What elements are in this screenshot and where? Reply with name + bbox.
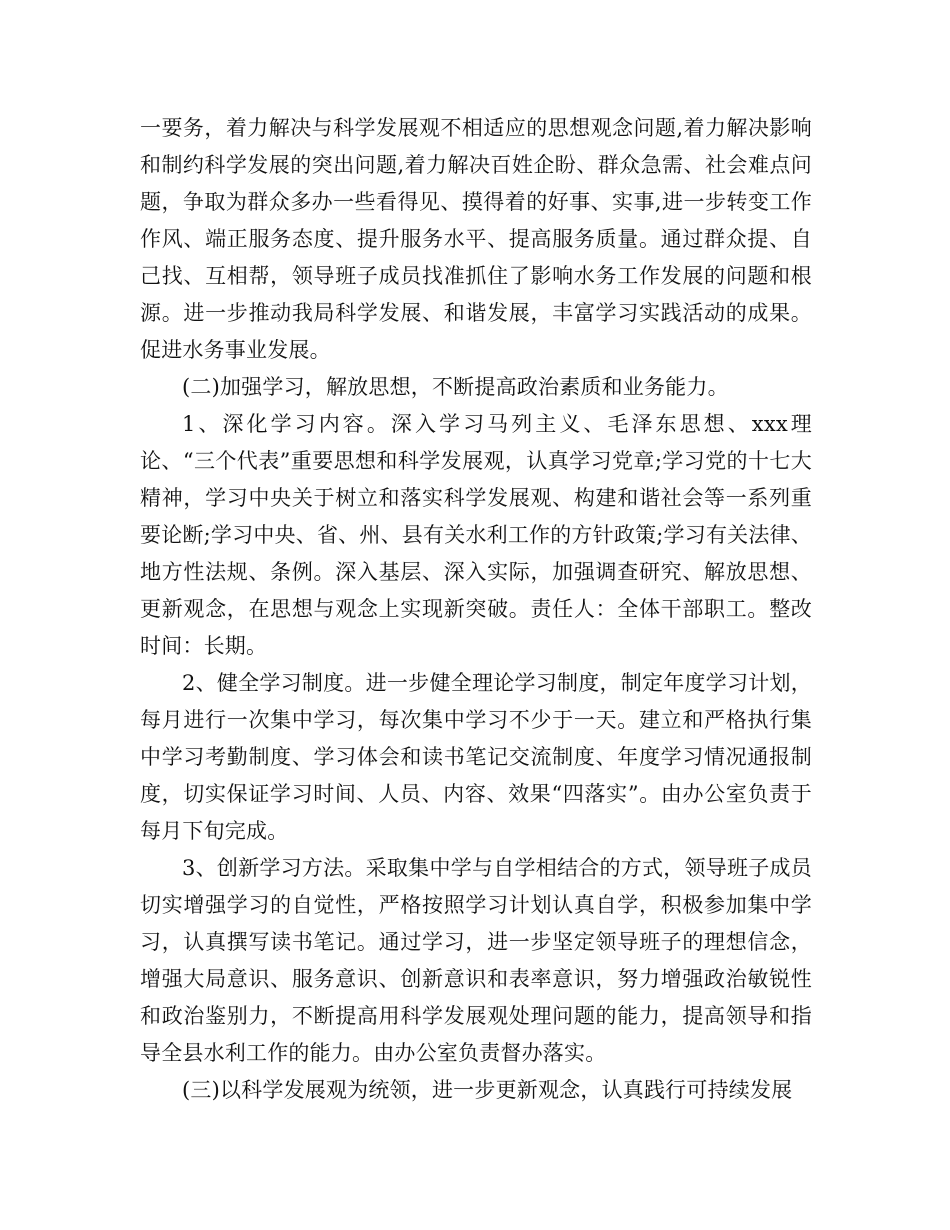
paragraph-item-3: 3、创新学习方法。采取集中学与自学相结合的方式，领导班子成员切实增强学习的自觉性，严格按照学习计划认真自学，积极参加集中学习，认真撰写读书笔记。通过学习，进一步坚定领导班子的理想信念，增强大局意识、服务意识、创新意识和表率意识，努力增强政治敏锐性和政治鉴别力，不断提高用科学发展观处理问题的能力，提高领导和指导全县水利工作的能力。由办公室负责督办落实。	[140, 856, 812, 1065]
section-heading-3: (三)以科学发展观为统领，进一步更新观念，认真践行可持续发展	[182, 1078, 793, 1102]
section-heading-2: (二)加强学习，解放思想，不断提高政治素质和业务能力。	[182, 375, 729, 399]
paragraph-item-1: 1、深化学习内容。深入学习马列主义、毛泽东思想、xxx理论、“三个代表”重要思想和科学发展观，认真学习党章;学习党的十七大精神，学习中央关于树立和落实科学发展观、构建和谐社会等一系列重要论断;学习中央、省、州、县有关水利工作的方针政策;学习有关法律、地方性法规、条例。深入基层、深入实际，加强调查研究、解放思想、更新观念，在思想与观念上实现新突破。责任人：全体干部职工。整改时间：长期。	[140, 412, 812, 658]
document-body	[140, 110, 812, 1109]
paragraph-item-2: 2、健全学习制度。进一步健全理论学习制度，制定年度学习计划，每月进行一次集中学习，每次集中学习不少于一天。建立和严格执行集中学习考勤制度、学习体会和读书笔记交流制度、年度学习情况通报制度，切实保证学习时间、人员、内容、效果“四落实”。由办公室负责于每月下旬完成。	[140, 671, 812, 843]
paragraph-continuation: 一要务，着力解决与科学发展观不相适应的思想观念问题,着力解决影响和制约科学发展的突出问题,着力解决百姓企盼、群众急需、社会难点问题，争取为群众多办一些看得见、摸得着的好事、实事,进一步转变工作作风、端正服务态度、提升服务水平、提高服务质量。通过群众提、自己找、互相帮，领导班子成员找准抓住了影响水务工作发展的问题和根源。进一步推动我局科学发展、和谐发展，丰富学习实践活动的成果。促进水务事业发展。	[140, 116, 812, 362]
